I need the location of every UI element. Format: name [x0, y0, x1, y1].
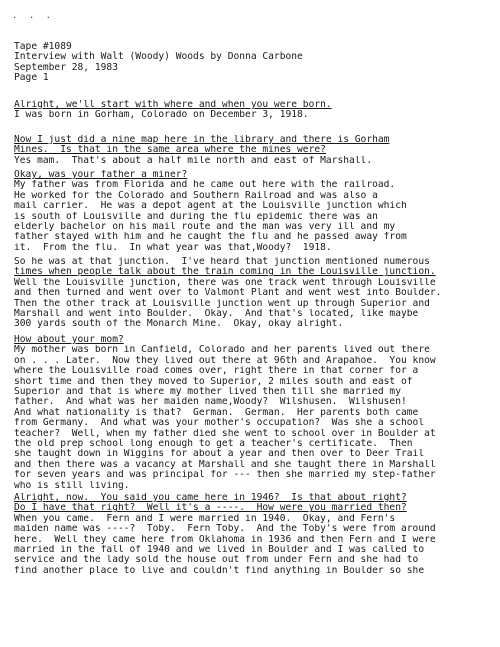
paragraph-father: [14, 170, 492, 253]
text-line: My mother was born in Canfield, Colorado and her parents lived out there: [14, 345, 430, 356]
text-line: teacher? Well, when my father died she went to school over in Boulder at: [14, 428, 436, 439]
text-line: and then turned and went over to Valmont Plant and went west into Boulder.: [14, 288, 442, 299]
text-line: mail carrier. He was a depot agent at the Louisville junction which: [14, 201, 407, 212]
text-line: where the Louisville road comes over, right there in that corner for a: [14, 366, 419, 377]
text-line: she taught down in Wiggins for about a year and then over to Deer Trail: [14, 449, 425, 460]
paragraph-birth: [14, 100, 492, 121]
text-line: is south of Louisville and during the flu epidemic there was an: [14, 211, 378, 222]
text-line: Now I just did a nine map here in the library and there is Gorham: [14, 135, 390, 145]
text-line: on . . . Later. Now they lived out there at 96th and Arapahoe. You know: [14, 355, 436, 366]
paragraph-junction: [14, 257, 492, 330]
text-line: find another place to live and couldn't find anything in Boulder so she: [14, 565, 425, 576]
text-line: Okay, was your father a miner?: [14, 170, 188, 180]
text-line: Superior and that is where my mother lived then till she married my: [14, 387, 401, 398]
text-line: Yes mam. That's about a half mile north and east of Marshall.: [14, 155, 373, 166]
text-line: here. Well they came here from Oklahoma in 1936 and then Fern and I were: [14, 534, 436, 545]
text-line: Alright, we'll start with where and when you were born.: [14, 100, 332, 110]
text-line: 300 yards south of the Monarch Mine. Okay, okay alright.: [14, 319, 344, 330]
text-line: Alright, now. You said you came here in 1946? Is that about right?: [14, 493, 407, 503]
paragraph-mother: [14, 335, 492, 491]
text-line: father stayed with him and he caught the flu and he passed away from: [14, 232, 407, 243]
tape-number: Tape #1089: [14, 41, 72, 52]
scan-marks: . . .: [12, 11, 55, 21]
text-line: Mines. Is that in the same area where the mines were?: [14, 145, 326, 156]
text-line: elderly bachelor on his mail route and the man was very ill and my: [14, 222, 396, 233]
text-line: it. From the flu. In what year was that,Woody? 1918.: [14, 242, 332, 253]
paragraph-marriage: [14, 493, 492, 576]
text-line: And what nationality is that? German. German. Her parents both came: [14, 407, 419, 418]
text-line: service and the lady sold the house out from under Fern and she had to: [14, 555, 419, 566]
text-line: father. And what was her maiden name,Woody? Wilshusen. Wilshusen!: [14, 397, 407, 408]
text-line: I was born in Gorham, Colorado on December 3, 1918.: [14, 110, 309, 121]
text-line: times when people talk about the train coming in the Louisville junction.: [14, 267, 436, 278]
text-line: maiden name was ----? Toby. Fern Toby. And the Toby's were from around: [14, 524, 436, 535]
text-line: When you came. Fern and I were married in 1940. Okay, and Fern's: [14, 513, 396, 524]
page-number: Page 1: [14, 72, 49, 84]
text-line: for seven years and was principal for --- then she married my step-father: [14, 470, 436, 481]
text-line: short time and then they moved to Superior, 2 miles south and east of: [14, 376, 413, 387]
text-line: Marshall and went into Boulder. Okay. And that's located, like maybe: [14, 309, 419, 320]
text-line: married in the fall of 1940 and we lived in Boulder and I was called to: [14, 545, 425, 556]
paragraph-gorham-mines: [14, 135, 492, 166]
text-line: who is still living.: [14, 480, 130, 491]
text-line: Do I have that right? Well it's a ----. How were you married then?: [14, 503, 407, 514]
text-line: Well the Louisville junction, there was one track went through Louisville: [14, 277, 436, 288]
text-line: the old prep school long enough to get a teacher's certificate. Then: [14, 439, 413, 450]
text-line: He worked for the Colorado and Southern Railroad and was also a: [14, 190, 378, 201]
text-line: and then there was a vacancy at Marshall and she taught there in Marshall: [14, 459, 436, 470]
text-line: from Germany. And what was your mother's occupation? Was she a school: [14, 418, 425, 429]
interview-date: September 28, 1983: [14, 61, 118, 73]
document-header: [14, 42, 303, 84]
interview-title: Interview with Walt (Woody) Woods by Donna Carbone: [14, 51, 303, 63]
text-line: So he was at that junction. I've heard that junction mentioned numerous: [14, 257, 430, 267]
text-line: Then the other track at Louisville junction went up through Superior and: [14, 298, 430, 309]
text-line: My father was from Florida and he came out here with the railroad.: [14, 180, 396, 191]
text-line: How about your mom?: [14, 335, 124, 345]
